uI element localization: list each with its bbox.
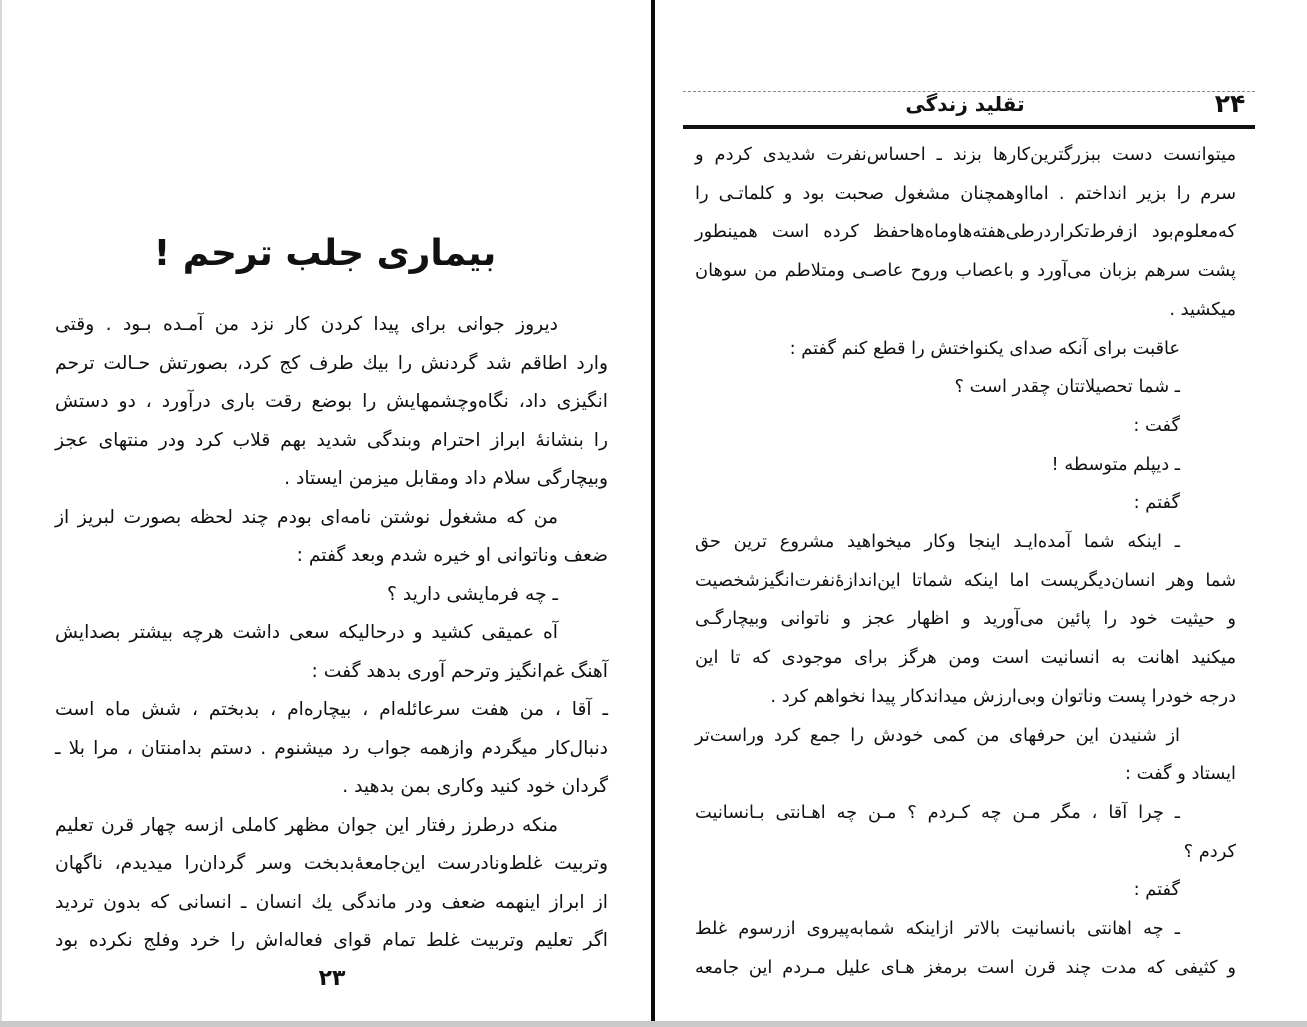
text-line: اگر تعلیم وتربیت غلط تمام قوای فعاله‌اش را خرد وفلج نکرده بود bbox=[55, 930, 608, 951]
text-line: ـ اینکه شما آمده‌ایـد اینجا وکار میخواهید مشروع ترین حق bbox=[695, 531, 1180, 553]
text-line: ـ چه فرمایشی دارید ؟ bbox=[387, 583, 558, 605]
text-line: آه عمیقی کشید و درحالیکه سعی داشت هرچه بیشتر بصدایش bbox=[55, 622, 558, 643]
text-line: از شنیدن این حرفهای من کمی خودش را جمع کرد وراست‌تر bbox=[695, 724, 1180, 746]
text-line: آهنگ غم‌انگیز وترحم آوری بدهد گفت : bbox=[311, 660, 608, 682]
text-line: انگیزی داد، نگاه‌وچشمهایش را بوضع رقت باری درآورد ، دو دستش bbox=[55, 391, 608, 412]
bottom-edge bbox=[0, 1021, 1307, 1027]
page-number: ۲۴ bbox=[1214, 89, 1246, 118]
text-line: میتوانست دست ببزرگترین‌کارها بزند ـ احساس‌نفرت شدیدی کردم و bbox=[695, 144, 1236, 165]
right-page-body bbox=[695, 136, 1236, 987]
text-line: گردان خود کنید وکاری بمن بدهید . bbox=[342, 776, 608, 797]
text-line: ـ شما تحصیلاتتان چقدر است ؟ bbox=[954, 376, 1180, 398]
text-line: که‌معلوم‌بود ازفرط‌تکراردرطی‌هفته‌هاوماه‌هاحفظ کرده است همینطور bbox=[695, 221, 1236, 243]
gutter-divider bbox=[651, 0, 655, 1027]
text-line: گفت : bbox=[1133, 414, 1180, 436]
text-line: و کثیفی که مدت چند قرن است برمغز هـای علیل مـردم این جامعه bbox=[695, 956, 1236, 978]
text-line: شما وهر انسان‌دیگریست اما اینکه شماتا این‌اندازهٔ‌نفرت‌انگیزشخصیت bbox=[695, 569, 1236, 591]
text-line: ـ آقا ، من هفت سرعائله‌ام ، بیچاره‌ام ، بدبختم ، شش ماه است bbox=[55, 699, 608, 720]
text-line: گفتم : bbox=[1133, 879, 1180, 901]
header-rule bbox=[683, 125, 1255, 129]
chapter-title: بیماری جلب ترحم ! bbox=[153, 233, 497, 274]
text-line: من که مشغول نوشتن نامه‌ای بودم چند لحظه بصورت لبریز از bbox=[55, 506, 558, 528]
page-number: ۲۳ bbox=[318, 966, 346, 991]
running-header-title: تقلید زندگی bbox=[905, 92, 1025, 116]
text-line: میکنید اهانت به انسانیت است ومن هرگز برای موجودی که تا این bbox=[695, 647, 1236, 669]
text-line: میکشید . bbox=[1169, 298, 1236, 320]
page-edge bbox=[0, 0, 2, 1027]
left-page-body bbox=[55, 306, 608, 961]
text-line: از ابراز اینهمه ضعف ودر ماندگی یك انسان ـ انسانی که بدون تردید bbox=[55, 891, 608, 913]
text-line: منکه درطرز رفتار این جوان مظهر کاملی ازسه چهار قرن تعلیم bbox=[55, 814, 558, 836]
text-line: ایستاد و گفت : bbox=[1124, 763, 1236, 785]
text-line: وتربیت غلط‌ونادرست این‌جامعهٔ‌بدبخت وسر گردان‌را میدیدم، ناگهان bbox=[55, 853, 608, 874]
text-line: کردم ؟ bbox=[1183, 840, 1236, 862]
text-line: ـ چرا آقا ، مگر مـن چه کـردم ؟ مـن چه اهـانتی بـانسانیت bbox=[695, 801, 1180, 823]
text-line: و حیثیت خود را پائین می‌آورید و اظهار عجز و ناتوانی وبیچارگـی bbox=[695, 608, 1236, 630]
text-line: وبیچارگی سلام داد ومقابل میزمن ایستاد . bbox=[284, 468, 608, 489]
text-line: عاقبت برای آنکه صدای یکنواختش را قطع کنم گفتم : bbox=[789, 337, 1180, 359]
text-line: دیروز جوانی برای پیدا کردن کار نزد من آمـده بـود . وقتی bbox=[55, 314, 558, 335]
text-line: سرم را بزیر انداختم . امااوهمچنان مشغول صحبت بود و کلماتـی را bbox=[695, 182, 1236, 204]
text-line: وارد اطاقم شد گردنش را بیك طرف کج کرد، بصورتش حـالت ترحم bbox=[55, 352, 608, 374]
text-line: دنبال‌کار میگردم وازهمه جواب رد میشنوم . دستم بدامنتان ، مرا بلا ـ bbox=[55, 737, 608, 759]
text-line: ـ دیپلم متوسطه ! bbox=[1051, 453, 1180, 475]
text-line: ـ چه اهانتی بانسانیت بالاتر ازاینکه شمابه‌پیروی ازرسوم غلط bbox=[695, 918, 1180, 940]
text-line: درجه خودرا پست وناتوان وبی‌ارزش میداندکار پیدا نخواهم کرد . bbox=[770, 685, 1236, 707]
text-line: پشت سرهم بزبان می‌آورد و باعصاب وروح عاصـی ومتلاطم من سوهان bbox=[695, 260, 1236, 282]
text-line: گفتم : bbox=[1133, 492, 1180, 514]
text-line: را بنشانهٔ ابراز احترام وبندگی شدید بهم قلاب کرد ودر منتهای عجز bbox=[55, 429, 608, 451]
text-line: ضعف وناتوانی او خیره شدم وبعد گفتم : bbox=[296, 545, 608, 566]
